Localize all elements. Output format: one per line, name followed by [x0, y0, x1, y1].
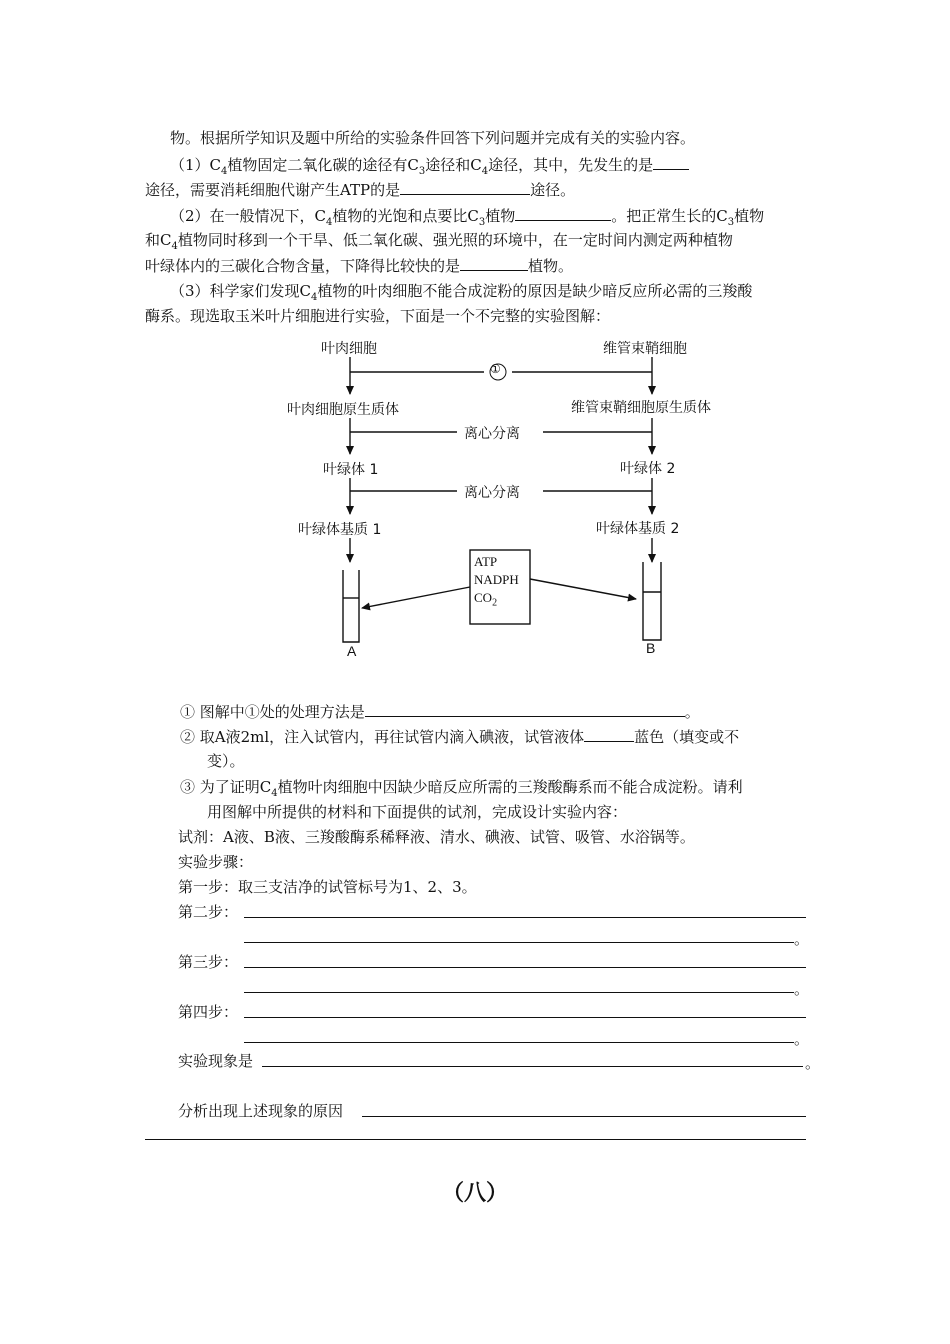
phenomenon-period: 。 [805, 1054, 821, 1072]
item-2-blank[interactable] [584, 725, 634, 742]
label-centrifuge-2: 离心分离 [464, 485, 520, 501]
step-4-period: 。 [794, 1030, 810, 1048]
label-mesophyll-cell: 叶肉细胞 [321, 341, 377, 357]
item-2: ② 取A液2ml，注入试管内，再往试管内滴入碘液，试管液体 蓝色（填变或不 [180, 725, 739, 748]
reagents-text: 试剂：A液、B液、三羧酸酶系稀释液、清水、碘液、试管、吸管、水浴锅等。 [178, 828, 695, 846]
label-chloroplast-2: 叶绿体 2 [620, 461, 676, 477]
item-1-blank[interactable] [365, 700, 685, 717]
label-bundle-sheath-protoplast: 维管束鞘细胞原生质体 [571, 400, 711, 416]
section-title: （八） [441, 1181, 508, 1206]
label-tube-a: A [347, 643, 357, 659]
step-2-period: 。 [794, 930, 810, 948]
step-4-label: 第四步： [178, 1003, 239, 1021]
item-1: ① 图解中①处的处理方法是 。 [180, 700, 700, 723]
intro-text: 物。根据所学知识及题中所给的实验条件回答下列问题并完成有关的实验内容。 [170, 129, 696, 147]
step-3-label: 第三步： [178, 953, 239, 971]
analysis-label: 分析出现上述现象的原因 [178, 1102, 344, 1120]
q2-line1: （2）在一般情况下，$C_4$植物的光饱和点要比$C_3$植物 。把正常生长的$C_3$植物 [170, 204, 764, 227]
test-tube-b [643, 562, 661, 640]
phenomenon-answer-line[interactable] [262, 1066, 803, 1067]
label-mesophyll-protoplast: 叶肉细胞原生质体 [287, 402, 399, 418]
phenomenon-label: 实验现象是 [178, 1052, 254, 1070]
label-stroma-2: 叶绿体基质 2 [596, 521, 680, 537]
analysis-answer-line-2[interactable] [145, 1139, 806, 1140]
step-2-answer-line-2[interactable] [244, 942, 794, 943]
label-bundle-sheath-cell: 维管束鞘细胞 [603, 341, 687, 357]
q2-line3: 叶绿体内的三碳化合物含量，下降得比较快的是 植物。 [145, 254, 573, 277]
reagent-box-text: ATP NADPH $CO_2$ [474, 554, 519, 609]
arrow-box-to-a [362, 587, 470, 608]
q2-line2: 和$C_4$植物同时移到一个干旱、低二氧化碳、强光照的环境中，在一定时间内测定两种植物 [145, 231, 733, 252]
q3-line2: 酶系。现选取玉米叶片细胞进行实验，下面是一个不完整的实验图解： [145, 307, 611, 325]
q3-line1: （3）科学家们发现$C_4$植物的叶肉细胞不能合成淀粉的原因是缺少暗反应所必需的三羧酸 [170, 282, 753, 303]
label-stroma-1: 叶绿体基质 1 [298, 522, 382, 538]
steps-label: 实验步骤： [178, 853, 254, 871]
step-3-answer-line-1[interactable] [244, 967, 806, 968]
step-3-period: 。 [794, 980, 810, 998]
step-4-answer-line-2[interactable] [244, 1042, 794, 1043]
step-4-answer-line-1[interactable] [244, 1017, 806, 1018]
step-2-answer-line-1[interactable] [244, 917, 806, 918]
step-3-answer-line-2[interactable] [244, 992, 794, 993]
item-3-cont: 用图解中所提供的材料和下面提供的试剂，完成设计实验内容： [207, 803, 628, 821]
step-2-label: 第二步： [178, 903, 239, 921]
item-3: ③ 为了证明$C_4$植物叶肉细胞中因缺少暗反应所需的三羧酸酶系而不能合成淀粉。请利 [180, 778, 743, 799]
q1-line1: $(1)C_4$植物固定二氧化碳的途径有$C_3$途径和$C_4$途径，其中，先发生的是 [170, 153, 689, 176]
analysis-answer-line-1[interactable] [362, 1116, 806, 1117]
label-centrifuge-1: 离心分离 [464, 426, 520, 442]
test-tube-a [343, 570, 359, 642]
label-step-1: ① [490, 362, 501, 376]
step-1: 第一步：取三支洁净的试管标号为1、2、3。 [178, 878, 477, 896]
item-2-cont: 变）。 [207, 752, 245, 770]
label-chloroplast-1: 叶绿体 1 [323, 462, 379, 478]
arrow-box-to-b [530, 579, 636, 599]
label-tube-b: B [646, 640, 656, 656]
q1-line2: 途径，需要消耗细胞代谢产生ATP的是 途径。 [145, 178, 575, 201]
